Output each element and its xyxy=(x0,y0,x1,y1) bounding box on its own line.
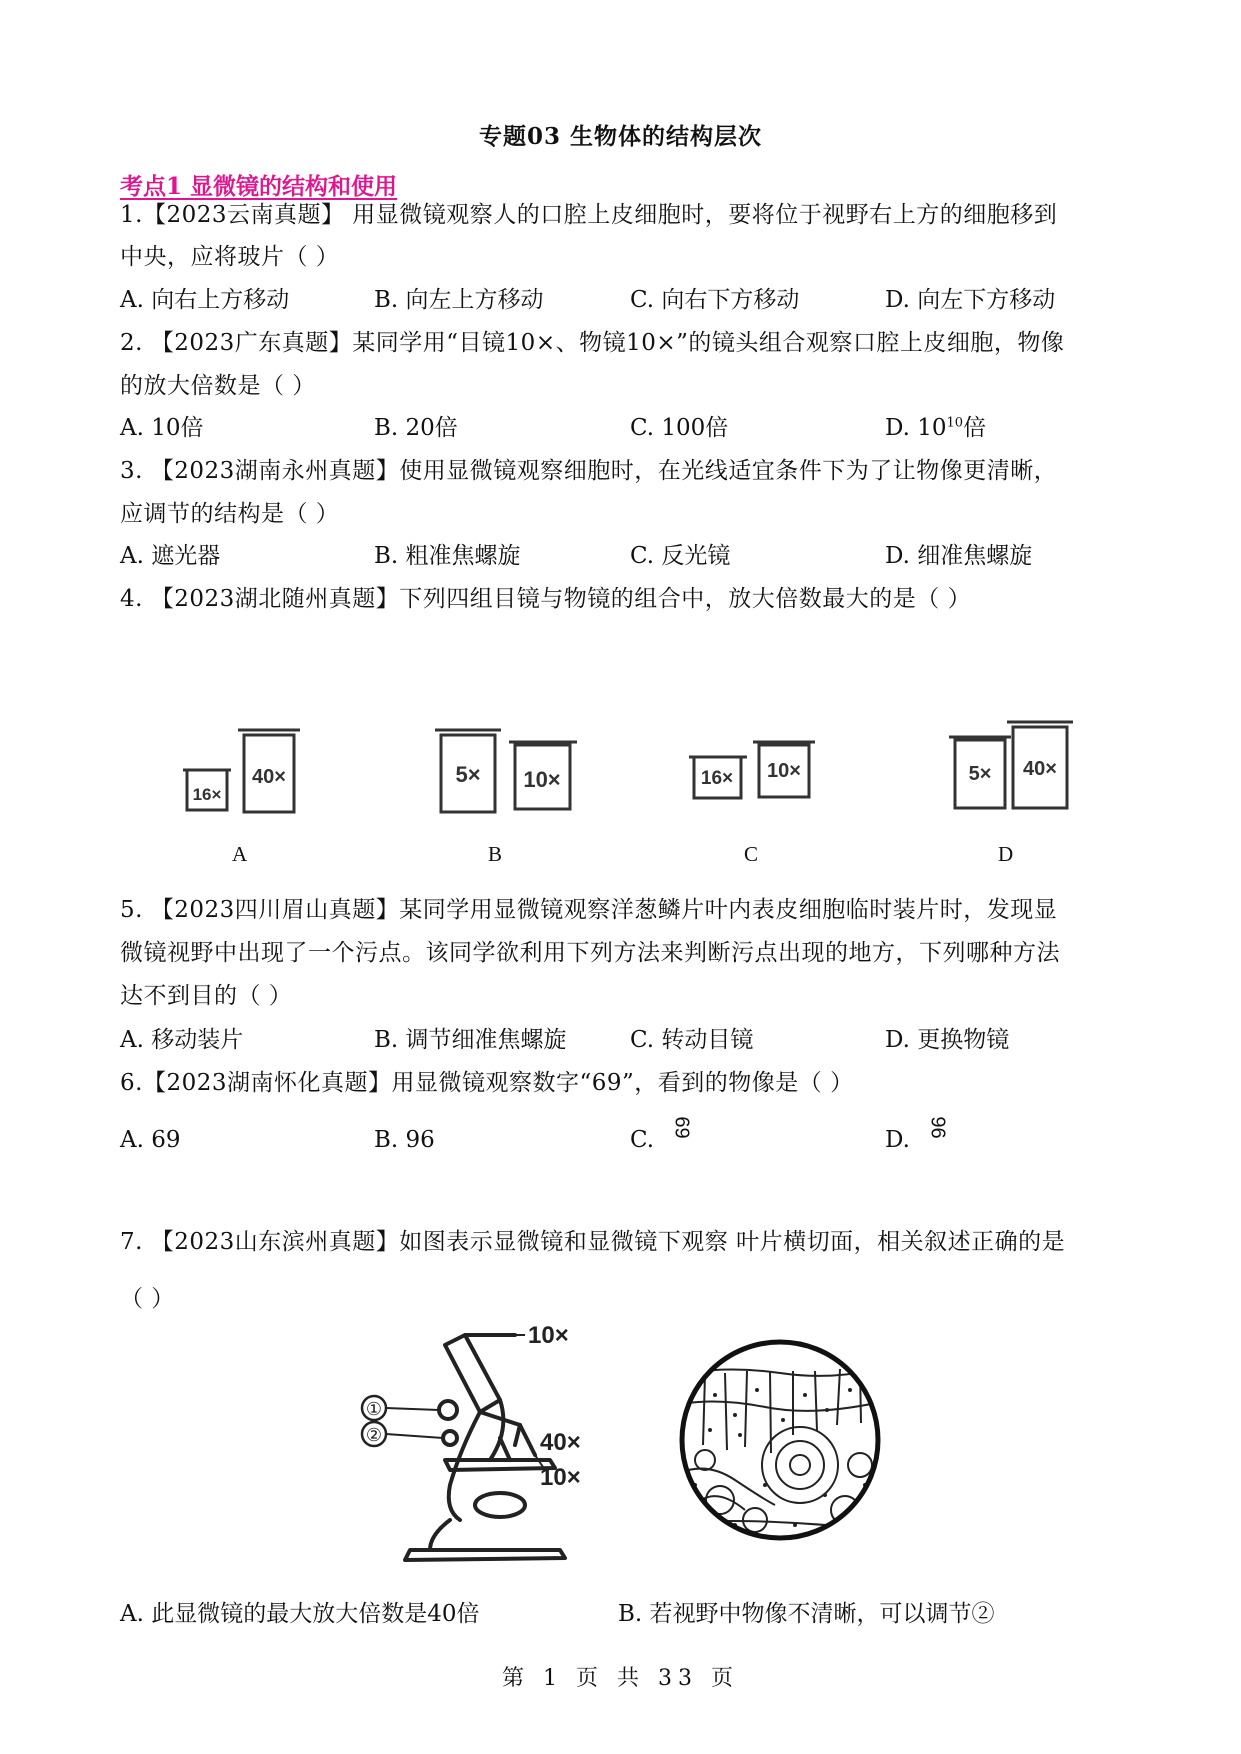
lens-a-eyepiece-label: 16× xyxy=(192,785,222,804)
q2-option-d xyxy=(885,409,986,442)
q7-stem-line2: （ ） xyxy=(120,1286,175,1312)
q2-stem-line1: 2. 【2023广东真题】某同学用“目镜10×、物镜10×”的镜头组合观察口腔上皮细胞，物像 xyxy=(120,330,1065,356)
q6-option-a: A. 69 xyxy=(120,1127,181,1153)
q5-option-b: B. 调节细准焦螺旋 xyxy=(374,1027,567,1053)
q5-option-a: A. 移动装片 xyxy=(120,1027,244,1053)
q2-option-c: C. 100倍 xyxy=(630,415,729,441)
q5-option-d: D. 更换物镜 xyxy=(885,1027,1010,1053)
q1-stem-line2: 中央，应将玻片（ ） xyxy=(120,244,340,270)
q3-stem-line2: 应调节的结构是（ ） xyxy=(120,501,340,527)
q1-option-c: C. 向右下方移动 xyxy=(630,287,800,313)
q7-stem-line1: 7. 【2023山东滨州真题】如图表示显微镜和显微镜下观察 叶片横切面，相关叙述正确的是 xyxy=(120,1229,1066,1255)
q3-option-c: C. 反光镜 xyxy=(630,543,731,569)
q2-option-d-exponent: 10 xyxy=(946,415,964,431)
q6-option-c xyxy=(630,1116,693,1153)
q6-option-d xyxy=(885,1116,949,1153)
q7-option-b: B. 若视野中物像不清晰，可以调节② xyxy=(618,1601,995,1627)
q6-stem: 6.【2023湖南怀化真题】用显微镜观察数字“69”，看到的物像是（ ） xyxy=(120,1070,854,1096)
q6-option-b: B. 96 xyxy=(374,1127,435,1153)
q1-option-b: B. 向左上方移动 xyxy=(374,287,544,313)
q4-stem: 4. 【2023湖北随州真题】下列四组目镜与物镜的组合中，放大倍数最大的是（ ） xyxy=(120,586,972,612)
q1-option-a: A. 向右上方移动 xyxy=(120,287,290,313)
microscope-figure xyxy=(350,1320,590,1570)
q4-figure-label-a: A xyxy=(232,842,248,866)
q4-figure-label-c: C xyxy=(744,842,759,866)
q6-option-d-rotated-digits: 96 xyxy=(926,1116,949,1139)
q2-option-d-prefix: D. 10 xyxy=(885,415,947,441)
leaf-cross-section-figure xyxy=(675,1335,885,1545)
q3-option-a: A. 遮光器 xyxy=(120,543,221,569)
lens-d-eyepiece-label: 5× xyxy=(968,763,992,785)
q5-stem-line3: 达不到目的（ ） xyxy=(120,983,293,1009)
eyepiece-magnification-label: 10× xyxy=(528,1322,569,1349)
lens-b-objective-label: 10× xyxy=(523,767,561,792)
low-objective-label: 10× xyxy=(540,1464,581,1491)
lens-c-objective-label: 10× xyxy=(767,760,801,782)
q1-option-d: D. 向左下方移动 xyxy=(885,287,1056,313)
q5-stem-line1: 5. 【2023四川眉山真题】某同学用显微镜观察洋葱鳞片叶内表皮细胞临时装片时，发现显 xyxy=(120,897,1058,923)
part-2-marker: ② xyxy=(365,1425,383,1445)
page-footer: 第 1 页 共 33 页 xyxy=(502,1666,739,1691)
lens-c-eyepiece-label: 16× xyxy=(700,768,734,789)
q2-option-b: B. 20倍 xyxy=(374,415,458,441)
q3-stem-line1: 3. 【2023湖南永州真题】使用显微镜观察细胞时，在光线适宜条件下为了让物像更清晰， xyxy=(120,458,1058,484)
high-objective-label: 40× xyxy=(540,1429,581,1456)
lens-combination-figure xyxy=(0,700,1241,820)
q6-option-c-prefix: C. xyxy=(630,1127,655,1153)
page-title: 专题03 生物体的结构层次 xyxy=(478,123,762,150)
q6-option-c-rotated-digits: 69 xyxy=(670,1116,693,1139)
q7-option-a: A. 此显微镜的最大放大倍数是40倍 xyxy=(120,1601,480,1627)
q4-figure-label-b: B xyxy=(488,842,503,866)
section-heading: 考点1 显微镜的结构和使用 xyxy=(120,173,398,200)
q6-option-d-prefix: D. xyxy=(885,1127,910,1153)
q3-option-b: B. 粗准焦螺旋 xyxy=(374,543,521,569)
part-1-marker: ① xyxy=(365,1399,383,1419)
lens-a-objective-label: 40× xyxy=(252,766,286,788)
lens-b-eyepiece-label: 5× xyxy=(455,762,481,787)
q2-option-a: A. 10倍 xyxy=(120,415,204,441)
q4-figure-label-d: D xyxy=(998,842,1014,866)
lens-d-objective-label: 40× xyxy=(1023,758,1057,780)
q2-option-d-suffix: 倍 xyxy=(963,415,987,441)
q1-stem-line1: 1.【2023云南真题】 用显微镜观察人的口腔上皮细胞时，要将位于视野右上方的细胞移到 xyxy=(120,202,1058,228)
q5-option-c: C. 转动目镜 xyxy=(630,1027,754,1053)
q5-stem-line2: 微镜视野中出现了一个污点。该同学欲利用下列方法来判断污点出现的地方，下列哪种方法 xyxy=(120,940,1060,966)
q2-stem-line2: 的放大倍数是（ ） xyxy=(120,373,316,399)
q3-option-d: D. 细准焦螺旋 xyxy=(885,543,1033,569)
